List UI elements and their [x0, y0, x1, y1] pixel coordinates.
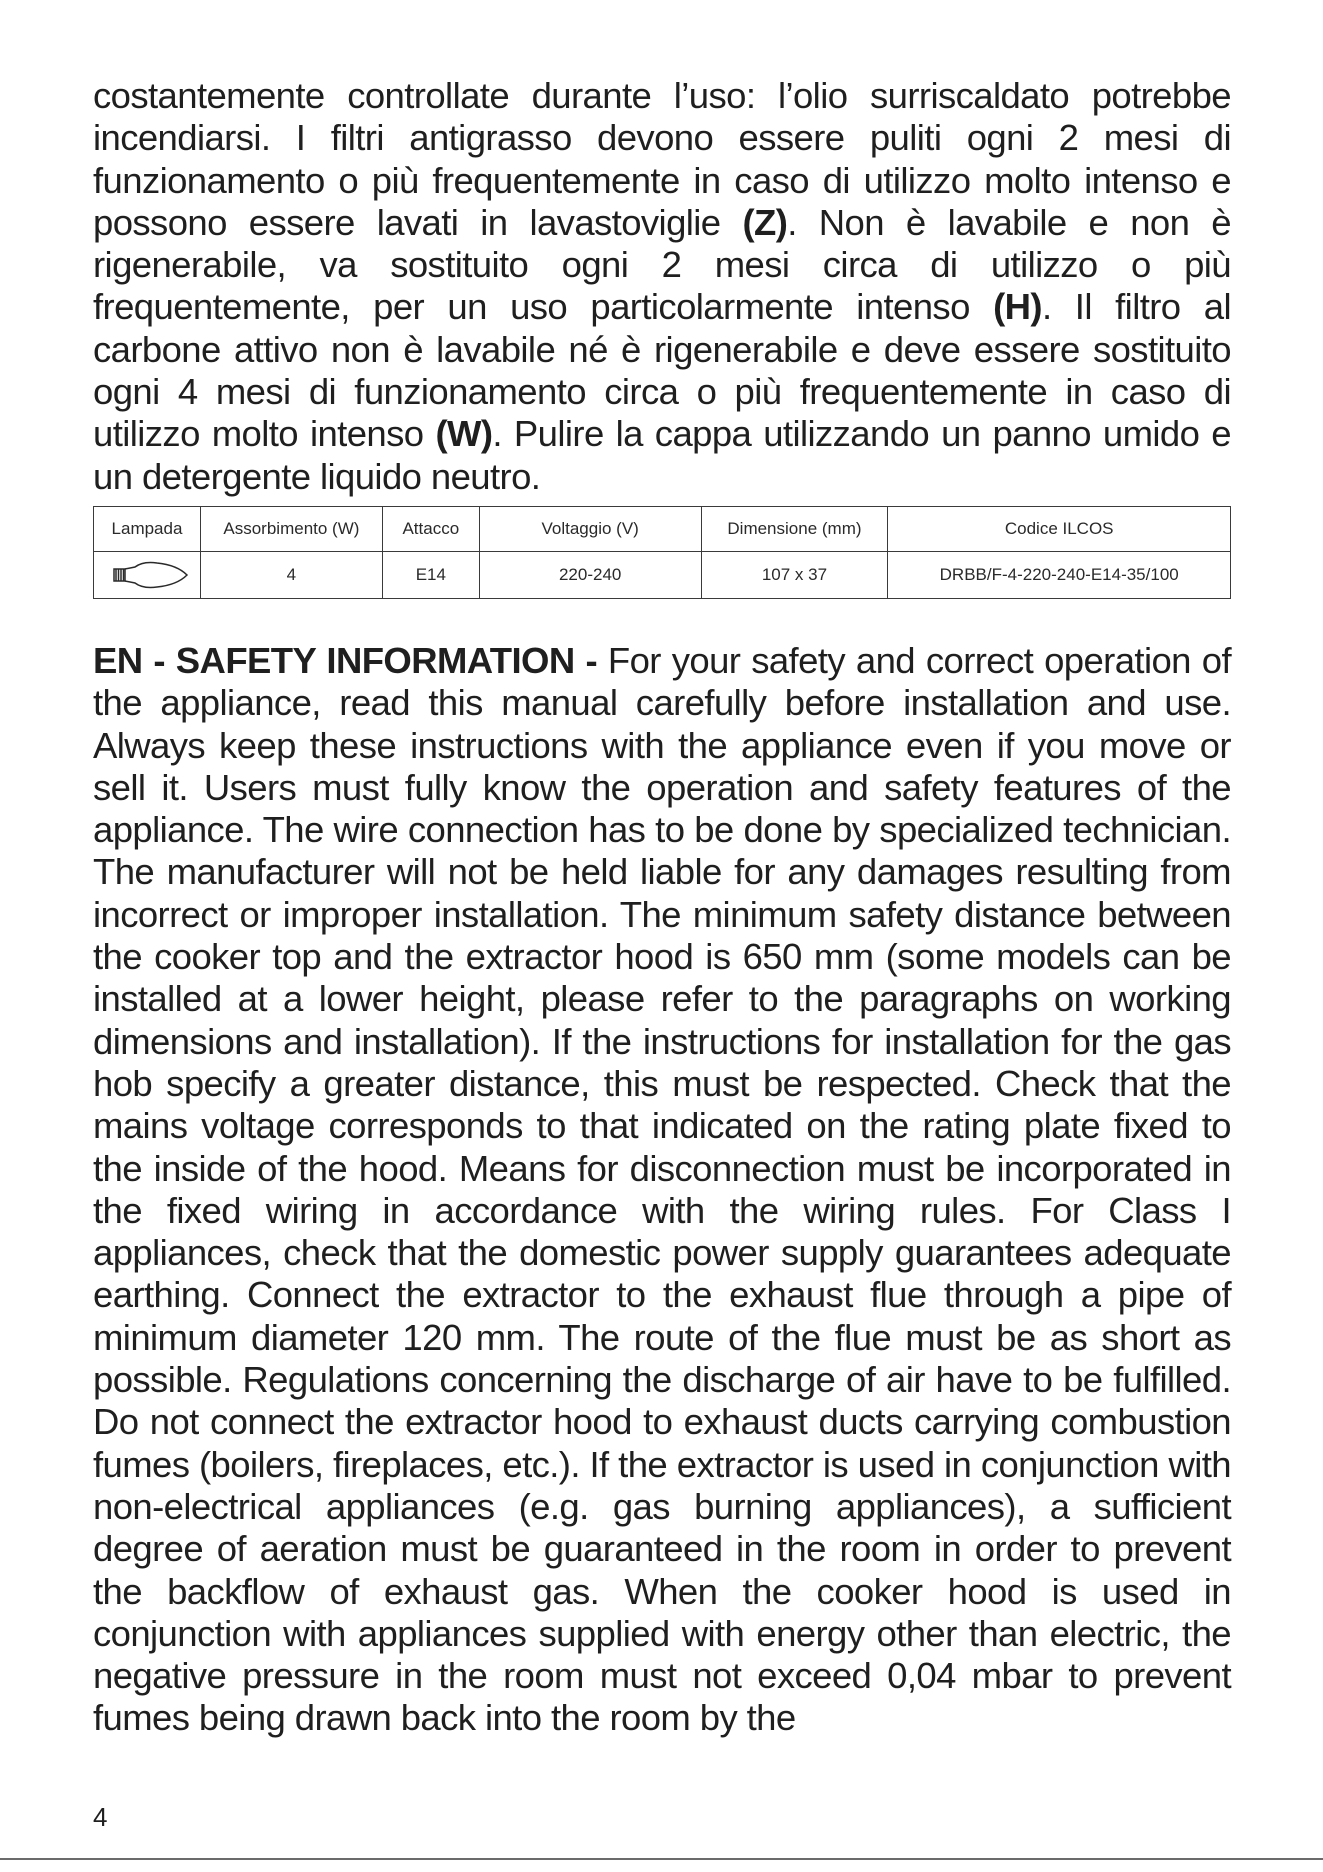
- table-header-row: [94, 507, 1231, 552]
- italian-paragraph: [93, 75, 1231, 498]
- bottom-divider: [0, 1858, 1323, 1860]
- cell-socket: E14: [382, 552, 479, 599]
- header-socket: Attacco: [382, 507, 479, 552]
- table-row: [94, 552, 1231, 599]
- cell-lamp: [94, 552, 201, 599]
- lamp-spec-table: [93, 506, 1231, 599]
- candle-bulb-icon: [103, 559, 191, 591]
- italian-text-part: . Il filtro al carbone attivo non è lavabile né è rigenerabile e deve essere sostituito ogni 4 mesi di funzionamento circa o più frequentemente in caso di utilizzo molto intenso: [93, 286, 1232, 455]
- header-voltage: Voltaggio (V): [479, 507, 701, 552]
- header-size: Dimensione (mm): [701, 507, 888, 552]
- italian-text-part: . Non è lavabile e non è rigenerabile, va sostituito ogni 2 mesi circa di utilizzo o più frequentemente, per un uso particolarmente intenso: [93, 201, 1231, 328]
- cell-ilcos: DRBB/F-4-220-240-E14-35/100: [888, 552, 1231, 599]
- ref-w: (W): [435, 413, 493, 455]
- italian-text-part: . Pulire la cappa utilizzando un panno umido e un detergente liquido neutro.: [93, 413, 1231, 497]
- section-heading: EN - SAFETY INFORMATION -: [93, 640, 598, 681]
- ref-z: (Z): [742, 201, 788, 243]
- cell-power: 4: [200, 552, 382, 599]
- italian-text-part: costantemente controllate durante l’uso: l’olio surriscaldato potrebbe incendiarsi. I filtri antigrasso devono essere puliti ogni 2 mesi di funzionamento o più frequentemente in caso di utilizzo molto intenso e possono essere lavati in lavastoviglie: [93, 75, 1231, 243]
- cell-size: 107 x 37: [701, 552, 888, 599]
- english-safety-paragraph: [93, 640, 1231, 1740]
- ref-h: (H): [993, 286, 1042, 328]
- english-text-body: For your safety and correct operation of the appliance, read this manual carefully before installation and use. Always keep these instructions with the appliance even if you move or sell it. Users must fully know the operation and safety features of the appliance. The wire connection has to be done by specialized technician. The manufacturer will not be held liable for any damages resulting from incorrect or improper installation. The minimum safety distance between the cooker top and the extractor hood is 650 mm (some models can be installed at a lower height, please refer to the paragraphs on working dimensions and installation). If the instructions for installation for the gas hob specify a greater distance, this must be respected. Check that the mains voltage corresponds to that indicated on the rating plate fixed to the inside of the hood. Means for disconnection must be incorporated in the fixed wiring in accordance with the wiring rules. For Class I appliances, check that the domestic power supply guarantees adequate earthing. Connect the extractor to the exhaust flue through a pipe of minimum diameter 120 mm. The route of the flue must be as short as possible. Regulations concerning the discharge of air have to be fulfilled. Do not connect the extractor hood to exhaust ducts carrying combustion fumes (boilers, fireplaces, etc.). If the extractor is used in conjunction with non-electrical appliances (e.g. gas burning appliances), a sufficient degree of aeration must be guaranteed in the room in order to prevent the backflow of exhaust gas. When the cooker hood is used in conjunction with appliances supplied with energy other than electric, the negative pressure in the room must not exceed 0,04 mbar to prevent fumes being drawn back into the room by the: [93, 640, 1231, 1739]
- header-power: Assorbimento (W): [200, 507, 382, 552]
- cell-voltage: 220-240: [479, 552, 701, 599]
- page-number: 4: [93, 1802, 108, 1832]
- header-ilcos: Codice ILCOS: [888, 507, 1231, 552]
- header-lamp: Lampada: [94, 507, 201, 552]
